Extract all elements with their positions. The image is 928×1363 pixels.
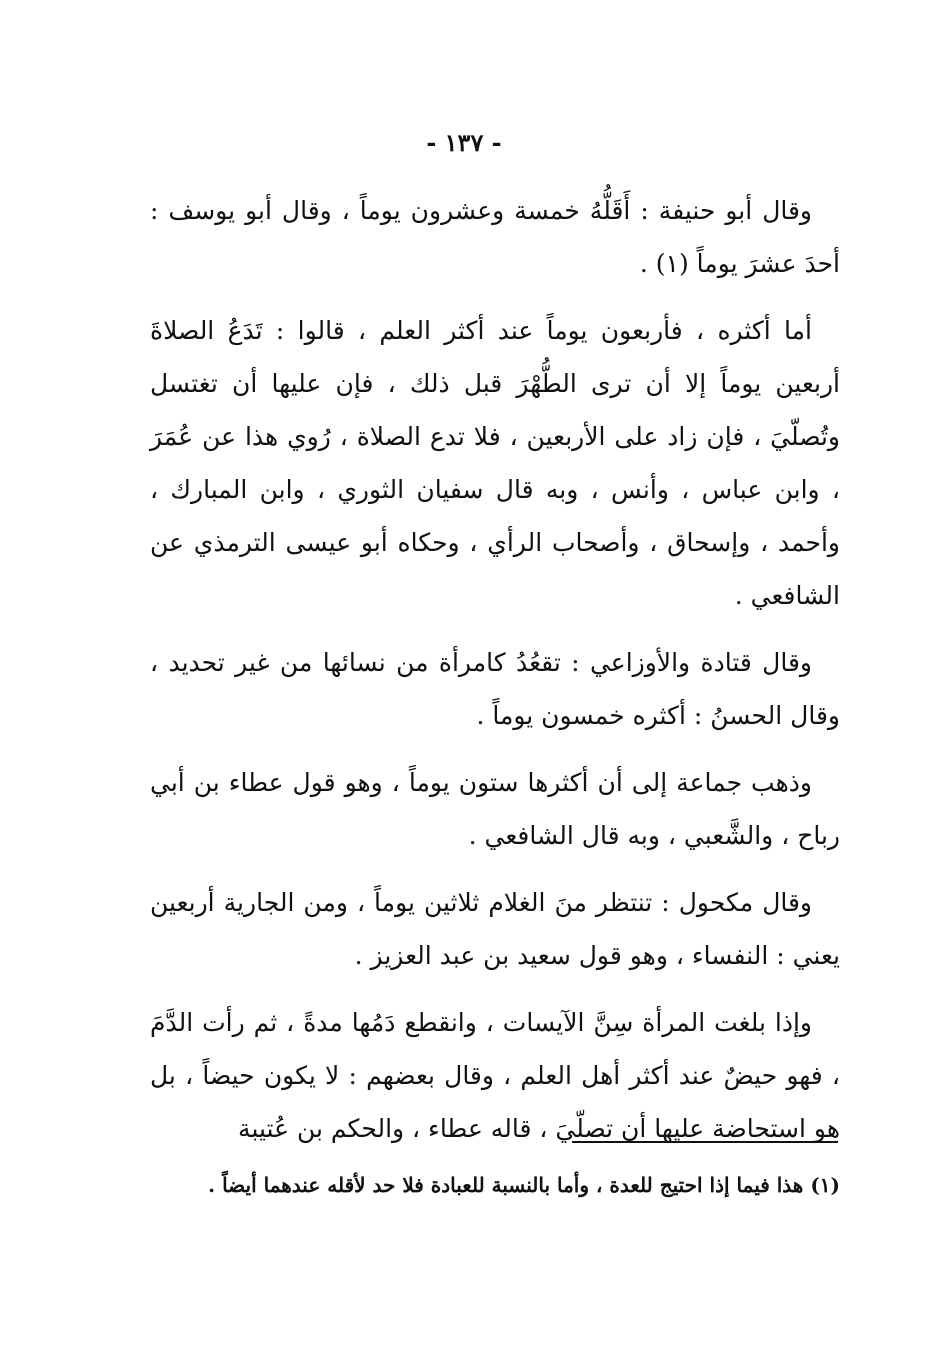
paragraph: أما أكثره ، فأربعون يوماً عند أكثر العلم ، قالوا : تَدَعُ الصلاةَ أربعين يوماً إلا أن ترى الطُّهْرَ قبل ذلك ، فإن عليها أن تغتسل وتُصلّيَ ، فإن زاد على الأربعين ، فلا تدع الصلاة ، رُوي هذا عن عُمَرَ ، وابن عباس ، وأنس ، وبه قال سفيان الثوري ، وابن المبارك ، وأحمد ، وإسحاق ، وأصحاب الرأي ، وحكاه أبو عيسى الترمذي عن الشافعي .	[150, 316, 840, 610]
paragraph: وقال أبو حنيفة : أَقَلُّهُ خمسة وعشرون يوماً ، وقال أبو يوسف : أحدَ عشرَ يوماً (١) .	[150, 196, 840, 278]
paragraph: وإذا بلغت المرأة سِنَّ الآيسات ، وانقطع دَمُها مدةً ، ثم رأت الدَّمَ ، فهو حيضٌ عند أكثر أهل العلم ، وقال بعضهم : لا يكون حيضاً ، بل هو استحاضة عليها أن تصلّيَ ، قاله عطاء ، والحكم بن عُتيبة	[150, 1008, 840, 1143]
main-text-block	[150, 184, 840, 1169]
paragraph: وذهب جماعة إلى أن أكثرها ستون يوماً ، وهو قول عطاء بن أبي رباح ، والشَّعبي ، وبه قال الشافعي .	[150, 768, 840, 850]
footnote-divider	[572, 1141, 838, 1143]
footnote: (١) هذا فيما إذا احتيج للعدة ، وأما بالنسبة للعبادة فلا حد لأقله عندهما أيضاً .	[208, 1173, 840, 1197]
paragraph: وقال قتادة والأوزاعي : تقعُدُ كامرأة من نسائها من غير تحديد ، وقال الحسنُ : أكثره خمسون يوماً .	[150, 648, 840, 730]
paragraph: وقال مكحول : تنتظر منَ الغلام ثلاثين يوماً ، ومن الجارية أربعين يعني : النفساء ، وهو قول سعيد بن عبد العزيز .	[150, 888, 840, 970]
page-number: - ١٣٧ -	[426, 128, 502, 157]
